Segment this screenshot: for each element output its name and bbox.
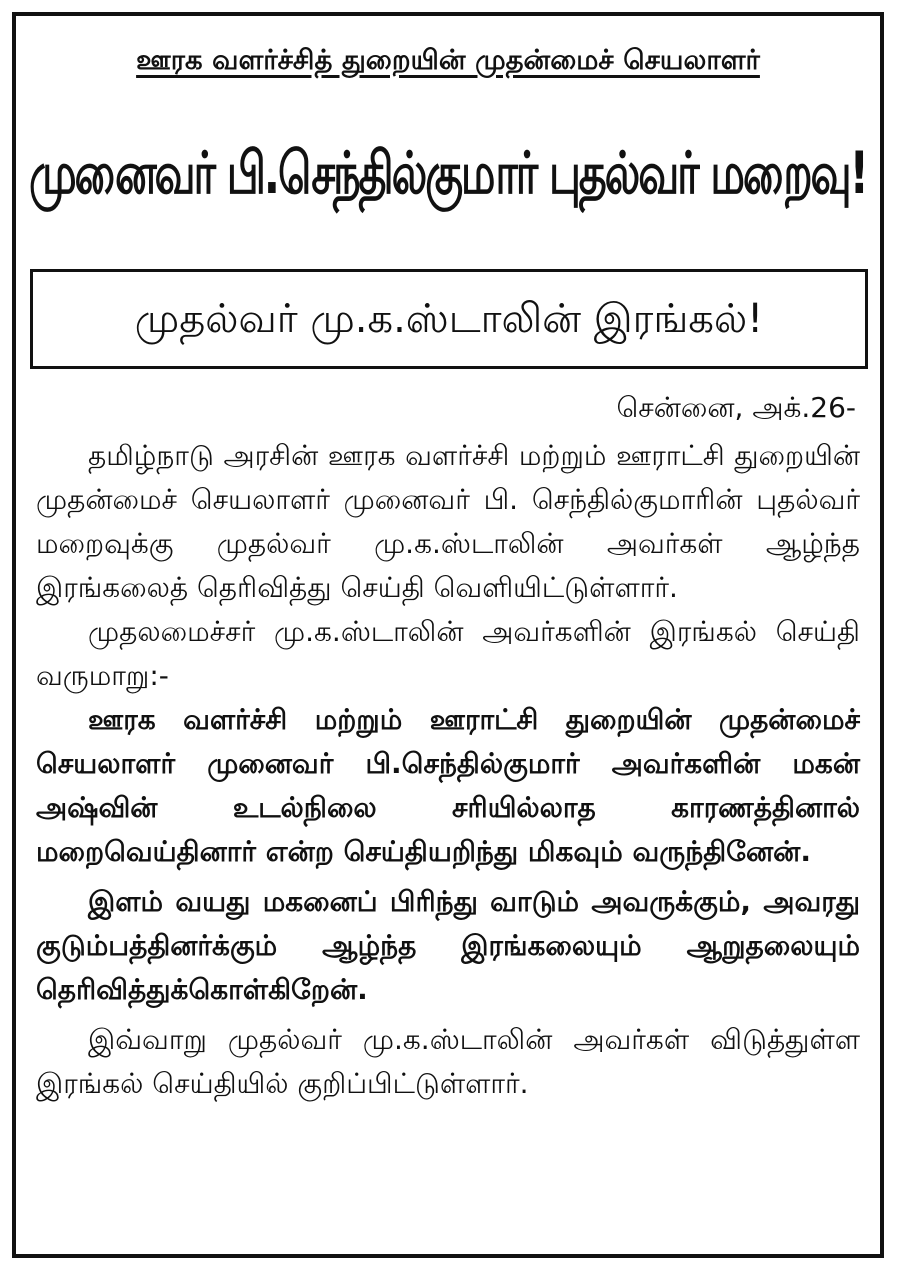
article-kicker: ஊரக வளர்ச்சித் துறையின் முதன்மைச் செயலாளர்: [136, 44, 760, 76]
article-headline: முனைவர் பி.செந்தில்குமார் புதல்வர் மறைவு!: [29, 140, 867, 208]
paragraph-intro: தமிழ்நாடு அரசின் ஊரக வளர்ச்சி மற்றும் ஊராட்சி துறையின் முதன்மைச் செயலாளர் முனைவர் பி. செந்தில்குமாரின் புதல்வர் மறைவுக்கு முதல்வர் மு.க.ஸ்டாலின் அவர்கள் ஆழ்ந்த இரங்கலைத் தெரிவித்து செய்தி வெளியிட்டுள்ளார்.: [36, 439, 860, 604]
news-clipping: [12, 12, 884, 1258]
article-subhead: முதல்வர் மு.க.ஸ்டாலின் இரங்கல்!: [134, 296, 764, 342]
article-body: [36, 434, 860, 1106]
paragraph-lead-in: முதலமைச்சர் மு.க.ஸ்டாலின் அவர்களின் இரங்கல் செய்தி வருமாறு:-: [36, 615, 860, 692]
subhead-box: [30, 269, 868, 369]
paragraph-closing: இவ்வாறு முதல்வர் மு.க.ஸ்டாலின் அவர்கள் விடுத்துள்ள இரங்கல் செய்தியில் குறிப்பிட்டுள்ளார்.: [36, 1023, 860, 1100]
paragraph-quote-1: ஊரக வளர்ச்சி மற்றும் ஊராட்சி துறையின் முதன்மைச் செயலாளர் முனைவர் பி.செந்தில்குமார் அவர்களின் மகன் அஷ்வின் உடல்நிலை சரியில்லாத காரணத்தினால் மறைவெய்தினார் என்ற செய்தியறிந்து மிகவும் வருந்தினேன்.: [36, 703, 860, 868]
paragraph-quote-2: இளம் வயது மகனைப் பிரிந்து வாடும் அவருக்கும், அவரது குடும்பத்தினர்க்கும் ஆழ்ந்த இரங்கலையும் ஆறுதலையும் தெரிவித்துக்கொள்கிறேன்.: [36, 885, 860, 1006]
article-dateline: சென்னை, அக்.26-: [616, 391, 856, 424]
